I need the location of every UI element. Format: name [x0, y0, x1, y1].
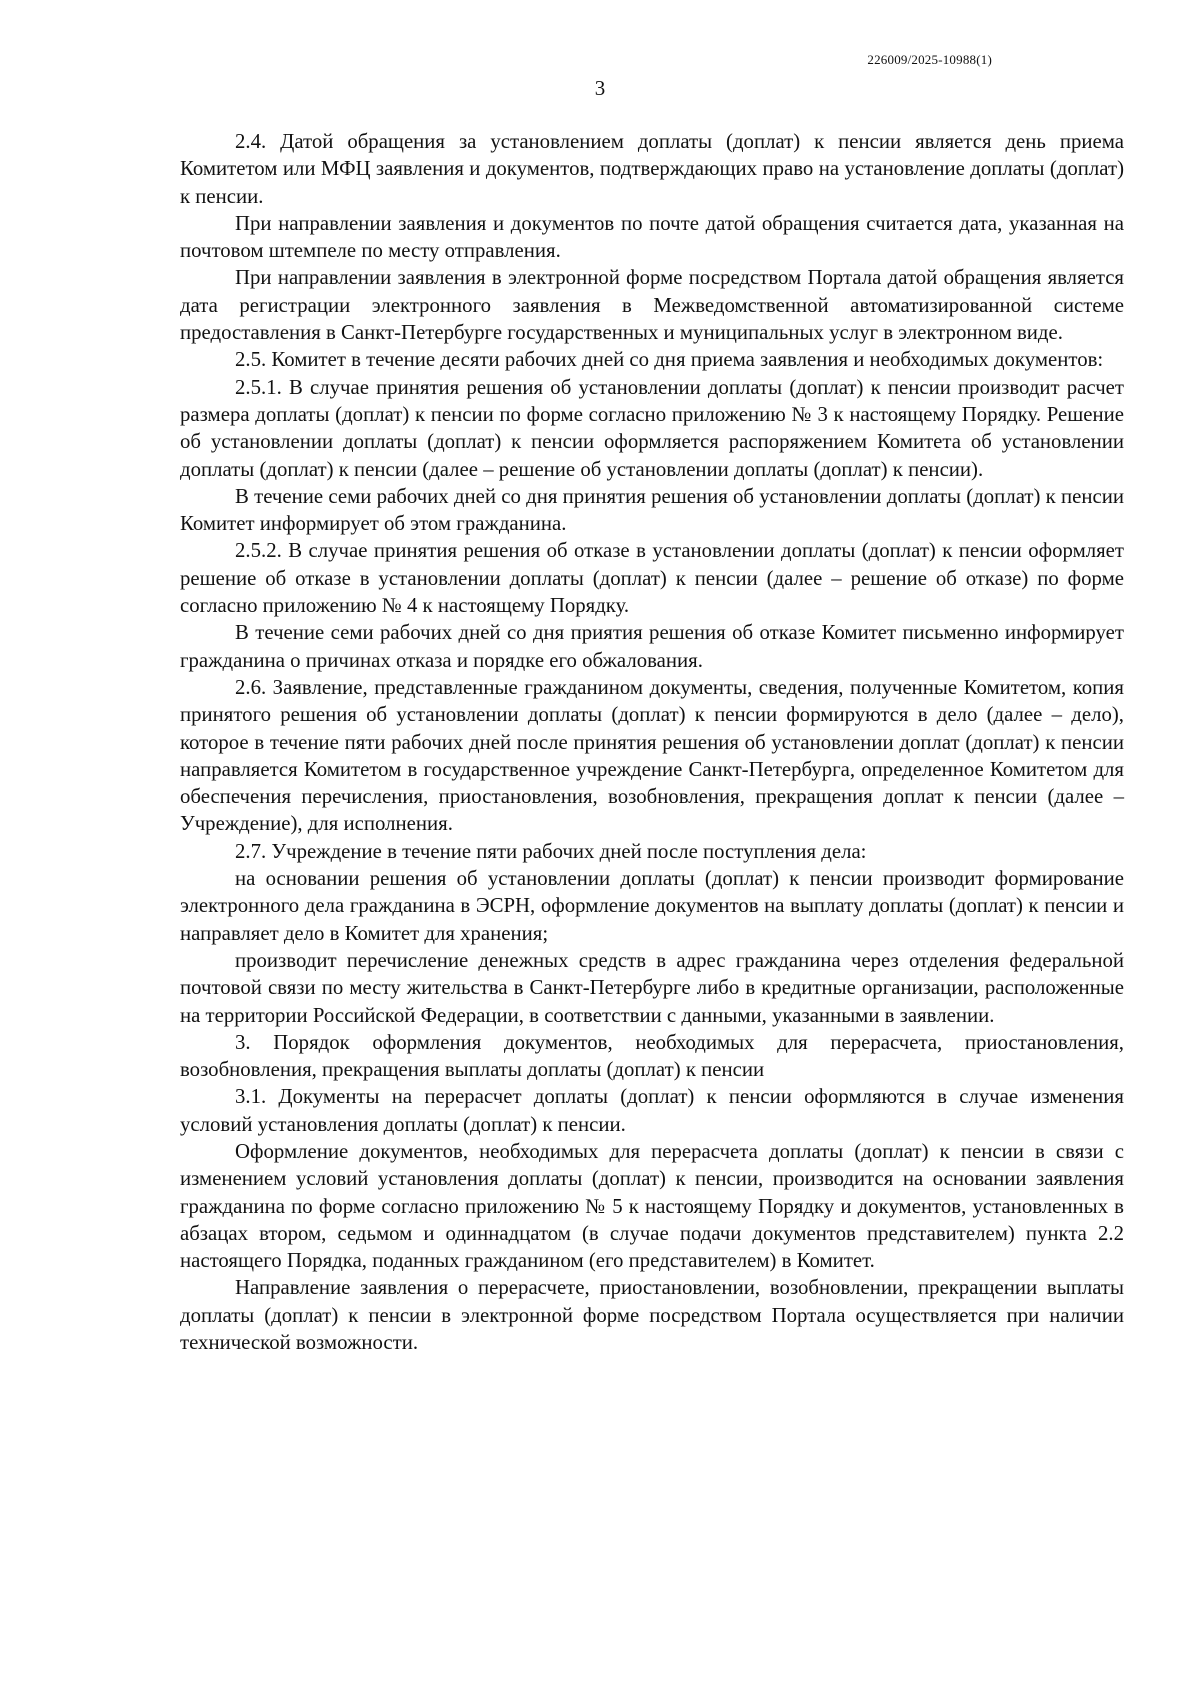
document-body — [180, 128, 1124, 1356]
paragraph-electronic-file: на основании решения об установлении доплаты (доплат) к пенсии производит формирование электронного дела гражданина в ЭСРН, оформление документов на выплату доплаты (доплат) к пенсии и направляет дело в Комитет для хранения; — [180, 867, 1124, 945]
paragraph-inform-decision: В течение семи рабочих дней со дня принятия решения об установлении доплаты (доплат) к пенсии Комитет информирует об этом гражданина. — [180, 484, 1124, 536]
paragraph-2-5-1: 2.5.1. В случае принятия решения об установлении доплаты (доплат) к пенсии производит расчет размера доплаты (доплат) к пенсии по форме согласно приложению № 3 к настоящему Порядку. Решение об установлении доплаты (доплат) к пенсии оформляется распоряжением Комитета об установлении доплаты (доплат) к пенсии (далее – решение об установлении доплаты (доплат) к пенсии). — [180, 375, 1124, 481]
paragraph-recalculation-documents: Оформление документов, необходимых для перерасчета доплаты (доплат) к пенсии в связи с изменением условий установления доплаты (доплат) к пенсии, производится на основании заявления гражданина по форме согласно приложению № 5 к настоящему Порядку и документов, установленных в абзацах втором, седьмом и одиннадцатом (в случае подачи документов представителем) пункта 2.2 настоящего Порядка, поданных гражданином (его представителем) в Комитет. — [180, 1139, 1124, 1273]
paragraph-2-4: 2.4. Датой обращения за установлением доплаты (доплат) к пенсии является день приема Комитетом или МФЦ заявления и документов, подтверждающих право на установление доплаты (доплат) к пенсии. — [180, 130, 1124, 208]
paragraph-inform-refusal: В течение семи рабочих дней со дня приятия решения об отказе Комитет письменно информирует гражданина о причинах отказа и порядке его обжалования. — [180, 621, 1124, 672]
paragraph-2-7: 2.7. Учреждение в течение пяти рабочих дней после поступления дела: — [235, 839, 867, 863]
paragraph-3-1: 3.1. Документы на перерасчет доплаты (доплат) к пенсии оформляются в случае изменения условий установления доплаты (доплат) к пенсии. — [180, 1085, 1124, 1136]
paragraph-portal-submission: Направление заявления о перерасчете, приостановлении, возобновлении, прекращении выплаты доплаты (доплат) к пенсии в электронной форме посредством Портала осуществляется при наличии технической возможности. — [180, 1276, 1124, 1355]
document-number: 226009/2025-10988(1) — [867, 52, 992, 67]
paragraph-electronic-submission: При направлении заявления в электронной форме посредством Портала датой обращения является дата регистрации электронного заявления в Межведомственной автоматизированной системе предоставления в Санкт-Петербурге государственных и муниципальных услуг в электронном виде. — [180, 266, 1124, 345]
paragraph-mail-submission: При направлении заявления и документов по почте датой обращения считается дата, указанная на почтовом штемпеле по месту отправления. — [180, 211, 1124, 263]
paragraph-2-5: 2.5. Комитет в течение десяти рабочих дней со дня приема заявления и необходимых документов: — [235, 348, 1104, 372]
paragraph-funds-transfer: производит перечисление денежных средств в адрес гражданина через отделения федеральной почтовой связи по месту жительства в Санкт-Петербурге либо в кредитные организации, расположенные на территории Российской Федерации, в соответствии с данными, указанными в заявлении. — [180, 948, 1124, 1027]
paragraph-section-3: 3. Порядок оформления документов, необходимых для перерасчета, приостановления, возобновления, прекращения выплаты доплаты (доплат) к пенсии — [180, 1030, 1124, 1082]
page-number: 3 — [594, 76, 606, 100]
paragraph-2-5-2: 2.5.2. В случае принятия решения об отказе в установлении доплаты (доплат) к пенсии оформляет решение об отказе в установлении доплаты (доплат) к пенсии (далее – решение об отказе) по форме согласно приложению № 4 к настоящему Порядку. — [180, 539, 1124, 618]
paragraph-2-6: 2.6. Заявление, представленные гражданином документы, сведения, полученные Комитетом, копия принятого решения об установлении доплаты (доплат) к пенсии формируются в дело (далее – дело), которое в течение пяти рабочих дней после принятия решения об установлении доплат (доплат) к пенсии направляется Комитетом в государственное учреждение Санкт-Петербурга, определенное Комитетом для обеспечения перечисления, приостановления, возобновления, прекращения доплат к пенсии (далее – Учреждение), для исполнения. — [180, 675, 1124, 836]
